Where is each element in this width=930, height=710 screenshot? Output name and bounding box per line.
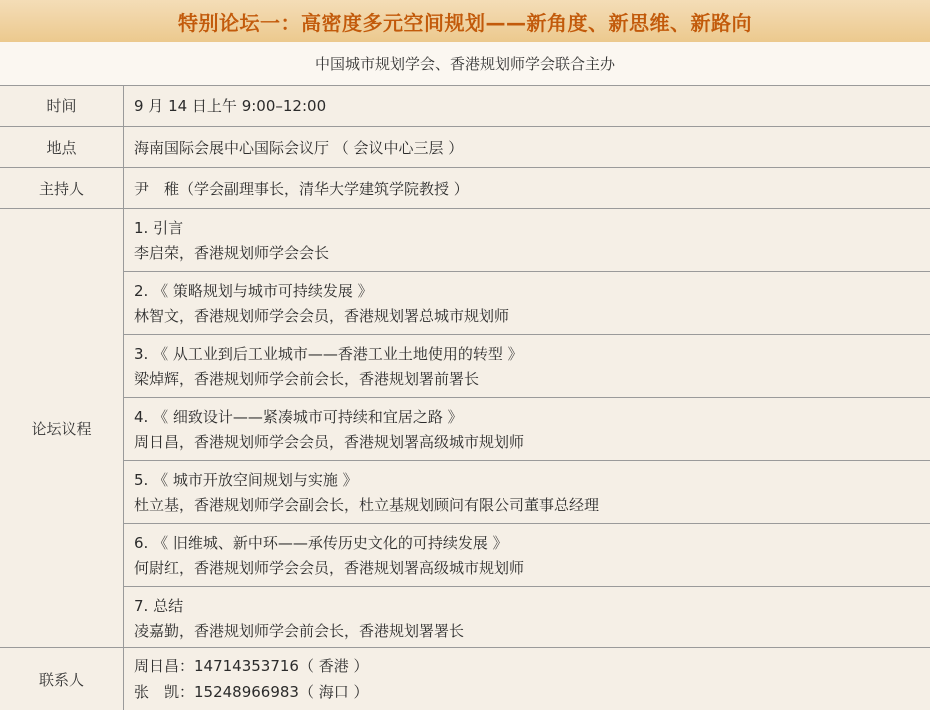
venue-label: 地点 [0, 127, 124, 167]
agenda-speaker: 林智文，香港规划师学会会员，香港规划署总城市规划师 [134, 307, 510, 325]
agenda-item [124, 335, 930, 397]
agenda-item [124, 587, 930, 647]
time-label: 时间 [0, 85, 124, 126]
agenda-speaker: 周日昌，香港规划师学会会员，香港规划署高级城市规划师 [134, 433, 525, 451]
contacts-label: 联系人 [0, 648, 124, 710]
agenda-item [124, 398, 930, 460]
agenda-item [124, 461, 930, 523]
venue-row [0, 127, 930, 167]
contact-line: 周日昌：14714353716（ 香港 ） [134, 657, 369, 675]
forum-title: 特别论坛一：高密度多元空间规划——新角度、新思维、新路向 [0, 0, 930, 43]
agenda-topic: 1. 引言 [134, 219, 184, 237]
agenda-item [124, 209, 930, 271]
agenda-item [124, 524, 930, 586]
agenda-item [124, 272, 930, 334]
agenda-label: 论坛议程 [0, 209, 124, 647]
time-value: 9 月 14 日上午 9:00–12:00 [134, 97, 327, 115]
agenda-topic: 5. 《 城市开放空间规划与实施 》 [134, 471, 358, 489]
agenda-topic: 2. 《 策略规划与城市可持续发展 》 [134, 282, 373, 300]
contact-line: 张 凯：15248966983（ 海口 ） [134, 683, 369, 701]
time-row [0, 85, 930, 126]
host-label: 主持人 [0, 168, 124, 208]
agenda-speaker: 凌嘉勤，香港规划师学会前会长，香港规划署署长 [134, 622, 465, 640]
agenda-topic: 6. 《 旧维城、新中环——承传历史文化的可持续发展 》 [134, 534, 508, 552]
host-value: 尹 稚（学会副理事长，清华大学建筑学院教授 ） [134, 179, 469, 198]
agenda-speaker: 李启荣，香港规划师学会会长 [134, 244, 330, 262]
agenda-topic: 7. 总结 [134, 597, 184, 615]
host-row [0, 168, 930, 208]
organizers-line: 中国城市规划学会、香港规划师学会联合主办 [0, 42, 930, 86]
agenda-topic: 4. 《 细致设计——紧凑城市可持续和宜居之路 》 [134, 408, 463, 426]
venue-value: 海南国际会展中心国际会议厅 （ 会议中心三层 ） [134, 138, 464, 157]
agenda-speaker: 杜立基，香港规划师学会副会长，杜立基规划顾问有限公司董事总经理 [134, 496, 600, 514]
agenda-speaker: 梁焯辉，香港规划师学会前会长，香港规划署前署长 [134, 370, 480, 388]
agenda-topic: 3. 《 从工业到后工业城市——香港工业土地使用的转型 》 [134, 345, 523, 363]
contacts-row [0, 648, 930, 710]
agenda-speaker: 何尉红，香港规划师学会会员，香港规划署高级城市规划师 [134, 559, 525, 577]
